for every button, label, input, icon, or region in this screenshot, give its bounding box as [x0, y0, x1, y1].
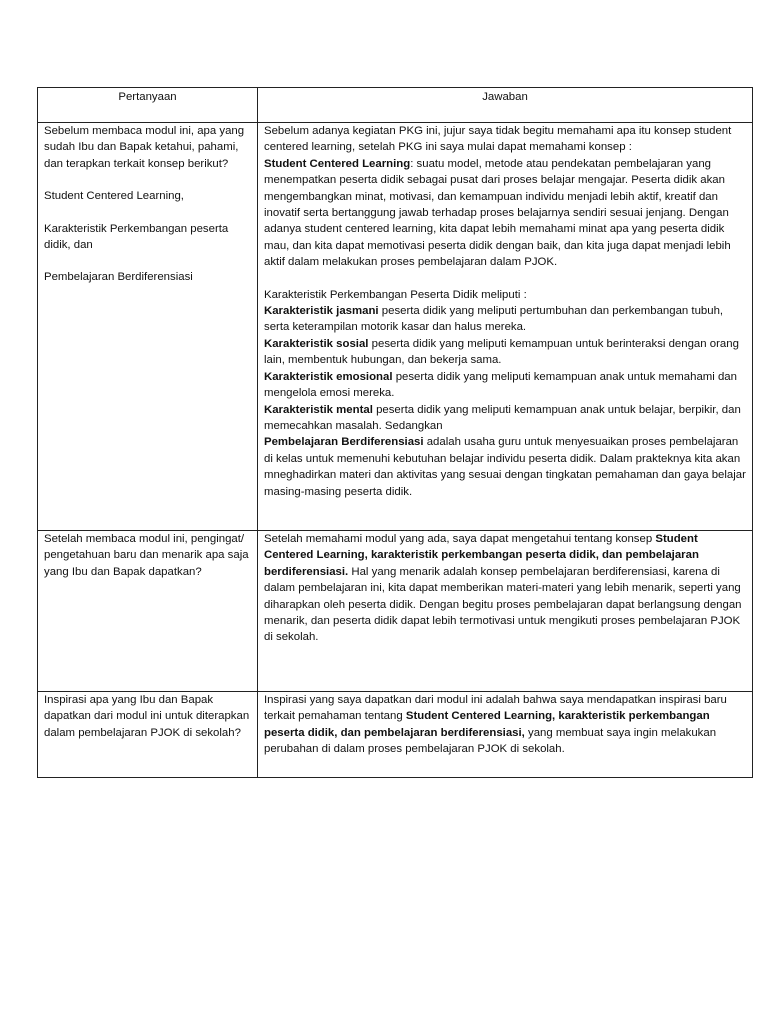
concept-item: Karakteristik Perkembangan peserta didik, dan — [44, 222, 229, 252]
table-row — [38, 531, 753, 692]
question-cell — [38, 531, 258, 692]
answer-paragraph: Sebelum adanya kegiatan PKG ini, jujur saya tidak begitu memahami apa itu konsep student centered learning, setelah PKG ini saya mulai dapat memahami konsep : — [264, 125, 732, 154]
concept-item: Student Centered Learning, — [44, 190, 184, 203]
differentiation-paragraph: Pembelajaran Berdiferensiasi adalah usaha guru untuk menyesuaikan proses pembelajaran di kelas untuk memenuhi kebutuhan belajar individu peserta didik. Dalam prakteknya kita akan mneghadirkan materi dan aktivitas yang sesuai dengan tingkatan pemahaman dan gaya belajar masing-masing peserta didik. — [264, 436, 746, 498]
characteristic-item: Karakteristik emosional peserta didik yang meliputi kemampuan anak untuk memahami dan mengelola emosi mereka. — [264, 370, 737, 400]
characteristics-intro: Karakteristik Perkembangan Peserta Didik meliputi : — [264, 288, 527, 301]
question-cell — [38, 692, 258, 778]
answer-paragraph: Setelah memahami modul yang ada, saya dapat mengetahui tentang konsep Student Centered Learning, karakteristik perkembangan peserta didik, dan pembelajaran berdiferensiasi. Hal yang menarik adalah konsep pembelajaran berdiferensiasi, karena di dalam pembelajaran ini, kita dapat memberikan materi-materi yang lebih menarik, seperti yang diharapkan oleh peserta didik. Dengan begitu proses pembelajaran dapat berlangsung dengan menarik, dan peserta didik dapat lebih termotivasi untuk mengikuti proses pembelajaran PJOK di sekolah. — [264, 533, 742, 644]
characteristic-item: Karakteristik jasmani peserta didik yang meliputi pertumbuhan dan perkembangan tubuh, serta keterampilan motorik kasar dan halus mereka. — [264, 305, 724, 334]
concept-item: Pembelajaran Berdiferensiasi — [44, 271, 193, 284]
qa-table — [37, 87, 753, 778]
header-answer: Jawaban — [258, 88, 753, 123]
answer-paragraph: Inspirasi yang saya dapatkan dari modul ini adalah bahwa saya mendapatkan inspirasi baru terkait pemahaman tentang Student Centered Learning, karakteristik perkembangan peserta didik, dan pembelajaran berdiferensiasi, yang membuat saya ingin melakukan perubahan di dalam proses pembelajaran PJOK di sekolah. — [264, 694, 727, 756]
question-text: Inspirasi apa yang Ibu dan Bapak dapatkan dari modul ini untuk diterapkan dalam pembelajaran PJOK di sekolah? — [44, 694, 250, 739]
header-question: Pertanyaan — [38, 88, 258, 123]
answer-cell — [258, 531, 753, 692]
answer-cell — [258, 123, 753, 531]
scl-term: Student Centered Learning — [264, 157, 411, 170]
characteristic-item: Karakteristik mental peserta didik yang meliputi kemampuan anak untuk belajar, berpikir, dan memecahkan masalah. Sedangkan — [264, 403, 741, 432]
table-header-row — [38, 88, 753, 123]
scl-paragraph: Student Centered Learning: suatu model, metode atau pendekatan pembelajaran yang menempatkan peserta didik sebagai pusat dari proses belajar mengajar. Peserta didik akan mengembangkan minat, motivasi, dan kemampuan individu menjadi lebih aktif, kreatif dan inovatif serta bertanggung jawab terhadap proses belajarnya sendiri sesuai jenjang. Dengan adanya student centered learning, kita dapat lebih memahami minat apa yang peserta didik mau, dan kita dapat memotivasi peserta didik dengan baik, dan kita juga dapat menjadi lebih aktif dalam melakukan proses pembelajaran dalam PJOK. — [264, 157, 731, 269]
question-cell — [38, 123, 258, 531]
question-text: Setelah membaca modul ini, pengingat/ pengetahuan baru dan menarik apa saja yang Ibu dan Bapak dapatkan? — [44, 533, 249, 578]
table-row — [38, 692, 753, 778]
question-text: Sebelum membaca modul ini, apa yang sudah Ibu dan Bapak ketahui, pahami, dan terapkan terkait konsep berikut? — [44, 125, 245, 170]
table-row — [38, 123, 753, 531]
answer-cell — [258, 692, 753, 778]
characteristic-item: Karakteristik sosial peserta didik yang meliputi kemampuan untuk berinteraksi dengan orang lain, membentuk hubungan, dan bekerja sama. — [264, 337, 739, 367]
